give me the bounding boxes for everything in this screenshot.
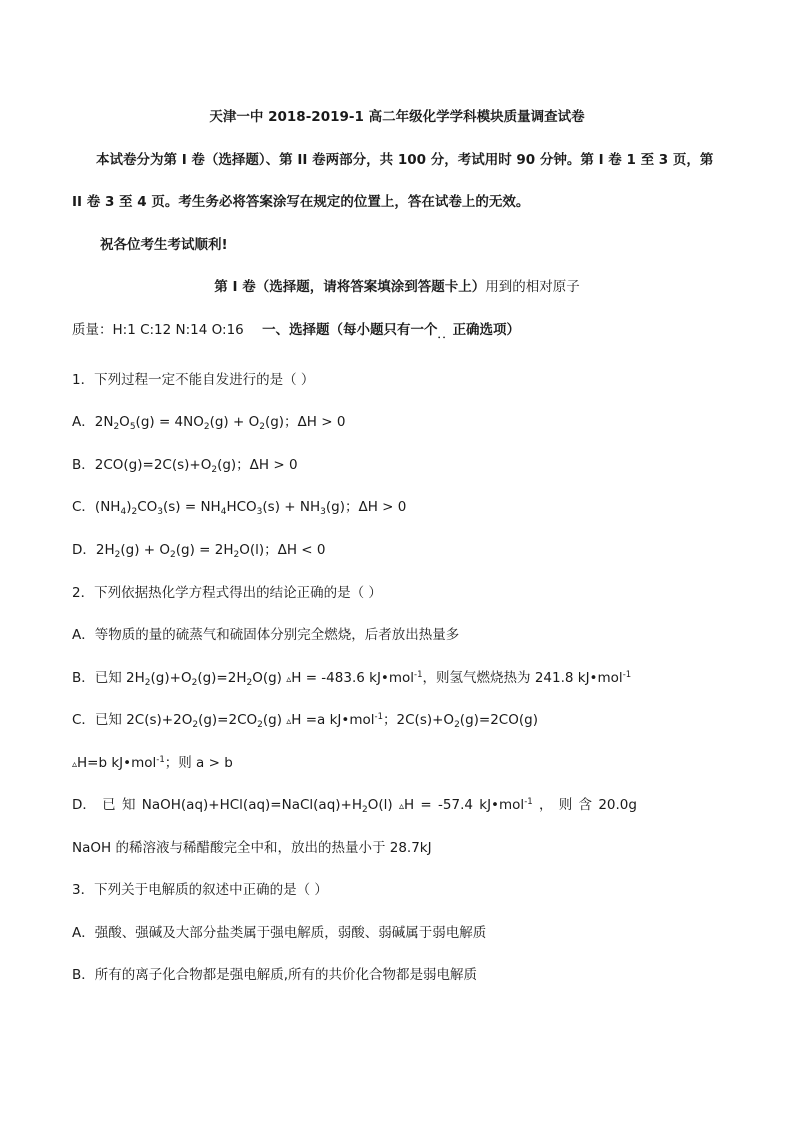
part-one-heading: 一、选择题（每小题只有一个 bbox=[262, 322, 438, 338]
intro-line-2: II 卷 3 至 4 页。考生务必将答案涂写在规定的位置上，答在试卷上的无效。 bbox=[72, 194, 530, 210]
question-3-stem: 3．下列关于电解质的叙述中正确的是（ ） bbox=[72, 882, 328, 898]
question-1-option-a: A．$2N_2O_5(g) = 4NO_2(g) + O_2(g)$；ΔH > 0 bbox=[72, 414, 346, 432]
question-2-option-c-line-2: ▵H=b kJ•mol$^{-1}$；则 a > b bbox=[72, 755, 233, 771]
question-3-option-a: A．强酸、强碱及大部分盐类属于强电解质，弱酸、弱碱属于弱电解质 bbox=[72, 925, 487, 941]
question-1-option-b: B．$2CO(g)=2C(s)+O_2(g)$；ΔH > 0 bbox=[72, 457, 298, 475]
part-one-heading-tail: 正确选项） bbox=[452, 322, 521, 338]
question-1-option-c: C．$(NH_4)_2CO_3(s) = NH_4HCO_3(s) + NH_3(g)$；ΔH > 0 bbox=[72, 499, 407, 517]
question-2-option-b: B．已知 $2H_2(g)+O_2(g)=2H_2O(g)$ ▵H = -483.6 kJ•mol$^{-1}$，则氢气燃烧热为 241.8 kJ•mol$^{-1}$ bbox=[72, 670, 632, 688]
question-2-stem: 2．下列依据热化学方程式得出的结论正确的是（ ） bbox=[72, 585, 382, 601]
section-1-heading-main: 第 I 卷（选择题，请将答案填涂到答题卡上） bbox=[214, 279, 486, 295]
good-luck-text: 祝各位考生考试顺利! bbox=[100, 237, 228, 253]
section-1-heading-tail: 用到的相对原子 bbox=[485, 279, 580, 295]
exam-title: 天津一中 2018-2019-1 高二年级化学学科模块质量调查试卷 bbox=[209, 109, 585, 125]
intro-line-1: 本试卷分为第 I 卷（选择题）、第 II 卷两部分，共 100 分，考试用时 90 分钟。第 I 卷 1 至 3 页，第 bbox=[96, 152, 714, 168]
question-2-option-d-line-1: D． 已 知 $NaOH(aq)+HCl(aq)=NaCl(aq)+H_2O(l)$ ▵H = -57.4 kJ•mol$^{-1}$ ， 则 含 20.0g bbox=[72, 797, 637, 815]
section-1-heading bbox=[0, 278, 794, 296]
question-2-option-c-line-1: C．已知 $2C(s)+2O_2(g)=2CO_2(g)$ ▵H =a kJ•mol$^{-1}$；$2C(s)+O_2(g)=2CO(g)$ bbox=[72, 712, 538, 730]
question-2-option-d-line-2: NaOH 的稀溶液与稀醋酸完全中和，放出的热量小于 28.7kJ bbox=[72, 840, 432, 856]
emphasis-dots: ．． bbox=[437, 330, 453, 341]
atomic-mass-values: 质量：H:1 C:12 N:14 O:16 bbox=[72, 322, 244, 338]
question-1-option-d: D．$2H_2(g) + O_2(g) = 2H_2O(l)$；ΔH < 0 bbox=[72, 542, 326, 560]
question-1-stem: 1．下列过程一定不能自发进行的是（ ） bbox=[72, 372, 315, 388]
atomic-mass-line bbox=[72, 321, 520, 341]
question-3-option-b: B．所有的离子化合物都是强电解质,所有的共价化合物都是弱电解质 bbox=[72, 967, 478, 983]
question-2-option-a: A．等物质的量的硫蒸气和硫固体分别完全燃烧，后者放出热量多 bbox=[72, 627, 460, 643]
